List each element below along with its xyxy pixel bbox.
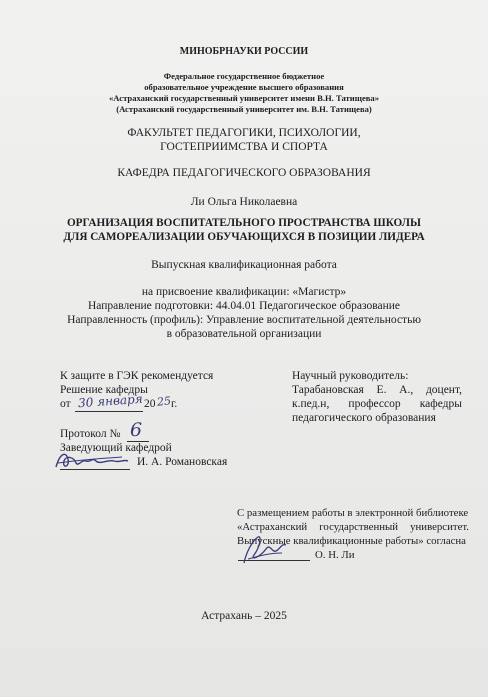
profile-line-1: Направленность (профиль): Управление воспитательной деятельностью bbox=[67, 314, 421, 326]
consent-line-3: Выпускные квалификационные работы» согласна bbox=[237, 535, 466, 547]
faculty-line-1: ФАКУЛЬТЕТ ПЕДАГОГИКИ, ПСИХОЛОГИИ, bbox=[127, 127, 361, 139]
faculty-line-2: ГОСТЕПРИИМСТВА И СПОРТА bbox=[160, 141, 328, 153]
handwritten-date: 30 января bbox=[77, 391, 144, 411]
institution-line-4: (Астраханский государственный университет им. В.Н. Татищева) bbox=[116, 104, 372, 114]
institution-line-1: Федеральное государственное бюджетное bbox=[163, 71, 325, 81]
consent-line-2: «Астраханский государственный университет. bbox=[237, 521, 469, 533]
year-prefix: 20 bbox=[144, 398, 156, 410]
direction-line: Направление подготовки: 44.04.01 Педагогическое образование bbox=[87, 300, 400, 312]
head-of-department-name: И. А. Романовская bbox=[137, 456, 228, 468]
consent-signature-icon bbox=[236, 533, 296, 567]
consent-line-1: С размещением работы в электронной библиотеке bbox=[237, 507, 469, 519]
profile-line-2: в образовательной организации bbox=[166, 328, 322, 340]
qualification-line: на присвоение квалификации: «Магистр» bbox=[141, 286, 347, 298]
head-signature-icon bbox=[52, 449, 132, 473]
thesis-title-line-2: ДЛЯ САМОРЕАЛИЗАЦИИ ОБУЧАЮЩИХСЯ В ПОЗИЦИИ ЛИДЕРА bbox=[63, 231, 425, 243]
year-suffix: г. bbox=[171, 398, 178, 410]
supervisor-line-2: к.пед.н, профессор кафедры bbox=[292, 398, 462, 410]
defense-recommended: К защите в ГЭК рекомендуется bbox=[60, 370, 214, 382]
handwritten-protocol-number: 6 bbox=[130, 419, 143, 441]
thesis-title-line-1: ОРГАНИЗАЦИЯ ВОСПИТАТЕЛЬНОГО ПРОСТРАНСТВА ШКОЛЫ bbox=[66, 217, 421, 229]
protocol-label: Протокол № bbox=[60, 428, 121, 440]
decision-date-prefix: от bbox=[60, 398, 71, 410]
institution-line-3: «Астраханский государственный университет имени В.Н. Татищева» bbox=[108, 93, 380, 103]
consent-name: О. Н. Ли bbox=[315, 549, 355, 561]
institution-line-2: образовательное учреждение высшего образования bbox=[144, 82, 344, 92]
handwritten-year: 25 bbox=[156, 394, 172, 409]
department-title: КАФЕДРА ПЕДАГОГИЧЕСКОГО ОБРАЗОВАНИЯ bbox=[117, 167, 371, 179]
supervisor-label: Научный руководитель: bbox=[292, 370, 409, 382]
city-year: Астрахань – 2025 bbox=[201, 610, 287, 622]
author-name: Ли Ольга Николаевна bbox=[190, 196, 298, 208]
date-underline bbox=[75, 411, 143, 412]
department-decision: Решение кафедры bbox=[60, 384, 148, 396]
head-of-department-label: Заведующий кафедрой bbox=[60, 442, 172, 454]
work-type: Выпускная квалификационная работа bbox=[151, 259, 337, 271]
supervisor-line-3: педагогического образования bbox=[292, 412, 436, 424]
supervisor-line-1: Тарабановская Е. А., доцент, bbox=[292, 384, 462, 396]
ministry-title: МИНОБРНАУКИ РОССИИ bbox=[179, 46, 309, 57]
